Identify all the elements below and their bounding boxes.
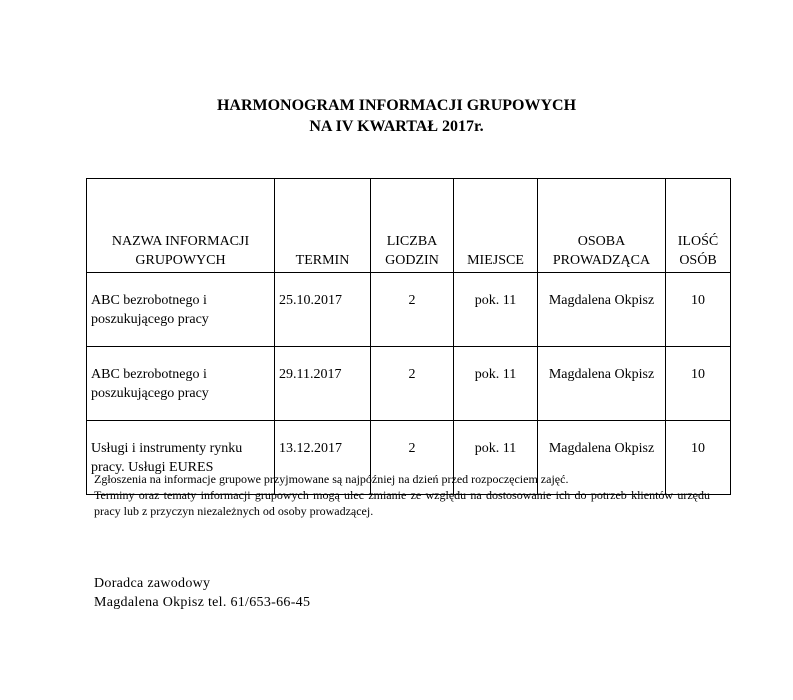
note-changes: Terminy oraz tematy informacji grupowych mogą ulec zmianie ze względu na dostosowanie ich do potrzeb klientów urzędu pracy lub z przyczyn niezależnych od osoby prowadzącej. <box>94 488 710 518</box>
table-header-row <box>87 179 731 273</box>
header-name: NAZWA INFORMACJI GRUPOWYCH <box>87 179 275 273</box>
cell-place: pok. 11 <box>454 273 538 347</box>
cell-date: 29.11.2017 <box>275 347 371 421</box>
cell-persons: 10 <box>666 273 731 347</box>
document-title <box>0 95 793 137</box>
header-place: MIEJSCE <box>454 179 538 273</box>
schedule-table <box>86 178 731 495</box>
cell-persons: 10 <box>666 421 731 495</box>
header-date: TERMIN <box>275 179 371 273</box>
cell-date: 25.10.2017 <box>275 273 371 347</box>
cell-name: ABC bezrobotnego i poszukującego pracy <box>87 273 275 347</box>
table-row <box>87 273 731 347</box>
cell-hours: 2 <box>371 421 454 495</box>
contact-details: Magdalena Okpisz tel. 61/653-66-45 <box>94 595 311 610</box>
table-row <box>87 347 731 421</box>
cell-name: Usługi i instrumenty rynku pracy. Usługi EURES <box>87 421 275 495</box>
cell-date: 13.12.2017 <box>275 421 371 495</box>
cell-name: ABC bezrobotnego i poszukującego pracy <box>87 347 275 421</box>
cell-persons: 10 <box>666 347 731 421</box>
title-line-2: NA IV KWARTAŁ 2017r. <box>309 118 484 135</box>
header-hours: LICZBA GODZIN <box>371 179 454 273</box>
contact-role: Doradca zawodowy <box>94 576 211 591</box>
cell-hours: 2 <box>371 273 454 347</box>
notes <box>94 471 710 519</box>
title-line-1: HARMONOGRAM INFORMACJI GRUPOWYCH <box>216 97 577 114</box>
cell-place: pok. 11 <box>454 347 538 421</box>
cell-hours: 2 <box>371 347 454 421</box>
cell-place: pok. 11 <box>454 421 538 495</box>
header-host: OSOBA PROWADZĄCA <box>538 179 666 273</box>
note-registration: Zgłoszenia na informacje grupowe przyjmowane są najpóźniej na dzień przed rozpoczęciem zajęć. <box>94 472 569 486</box>
header-persons: ILOŚĆ OSÓB <box>666 179 731 273</box>
cell-host: Magdalena Okpisz <box>538 273 666 347</box>
contact-block <box>94 574 310 612</box>
cell-host: Magdalena Okpisz <box>538 347 666 421</box>
cell-host: Magdalena Okpisz <box>538 421 666 495</box>
